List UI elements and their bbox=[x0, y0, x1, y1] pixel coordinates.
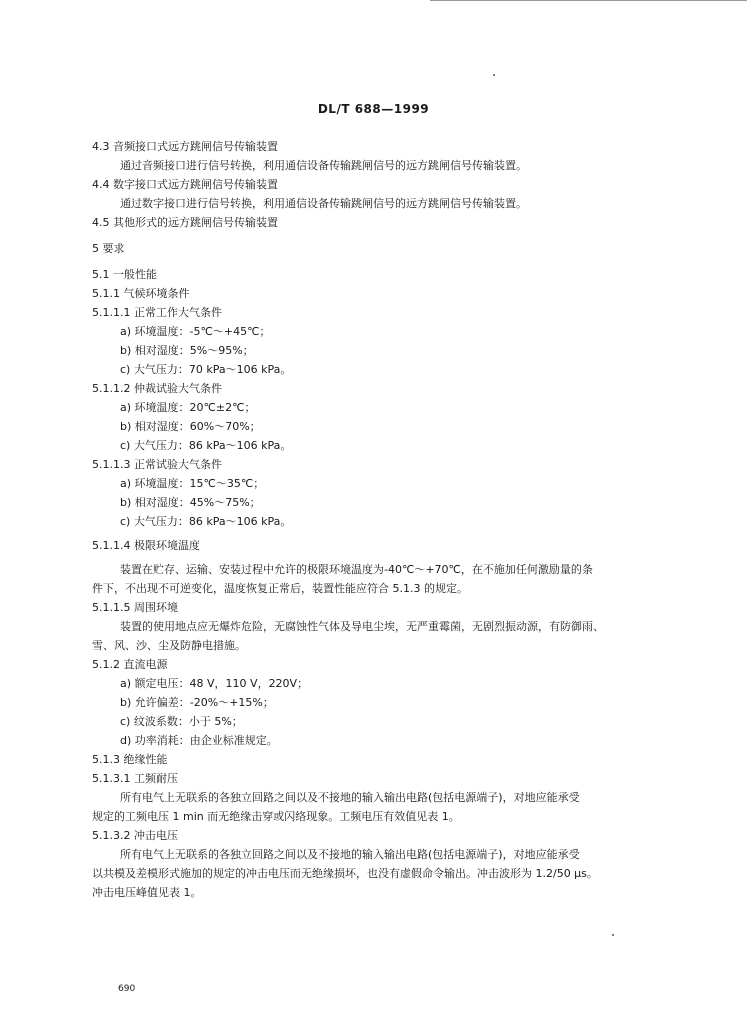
text-line: 5.1.1.4 极限环境温度 bbox=[92, 539, 200, 552]
text-line: 5.1.3 绝缘性能 bbox=[92, 753, 168, 766]
page-number: 690 bbox=[118, 984, 136, 994]
text-line: 5.1.1.2 仲裁试验大气条件 bbox=[92, 382, 222, 395]
text-line: 冲击电压峰值见表 1。 bbox=[92, 886, 202, 899]
text-line: 5.1.1.1 正常工作大气条件 bbox=[92, 306, 222, 319]
text-line: 通过数字接口进行信号转换，利用通信设备传输跳闸信号的远方跳闸信号传输装置。 bbox=[120, 197, 527, 210]
text-line: d) 功率消耗：由企业标准规定。 bbox=[120, 734, 278, 747]
text-line: 所有电气上无联系的各独立回路之间以及不接地的输入输出电路(包括电源端子)，对地应能承受 bbox=[120, 848, 580, 861]
text-line: 4.3 音频接口式远方跳闸信号传输装置 bbox=[92, 140, 278, 153]
text-line: a) 环境温度：20℃±2℃； bbox=[120, 401, 256, 414]
text-line: 以共模及差模形式施加的规定的冲击电压而无绝缘损坏，也没有虚假命令输出。冲击波形为 1.2/50 μs。 bbox=[92, 867, 598, 880]
text-line: 5.1 一般性能 bbox=[92, 268, 157, 281]
text-line: 5.1.1.5 周围环境 bbox=[92, 601, 178, 614]
text-line: 5.1.3.1 工频耐压 bbox=[92, 772, 178, 785]
text-line: 5 要求 bbox=[92, 242, 125, 255]
text-line: 装置的使用地点应无爆炸危险，无腐蚀性气体及导电尘埃，无严重霉菌，无剧烈振动源，有防御雨、 bbox=[120, 620, 604, 633]
text-line: 5.1.1 气候环境条件 bbox=[92, 287, 190, 300]
text-line: c) 大气压力：86 kPa～106 kPa。 bbox=[120, 515, 292, 528]
text-line: 件下，不出现不可逆变化，温度恢复正常后，装置性能应符合 5.1.3 的规定。 bbox=[92, 582, 468, 595]
text-line: b) 相对湿度：5%～95%； bbox=[120, 344, 254, 357]
text-line: b) 相对湿度：60%～70%； bbox=[120, 420, 261, 433]
text-line: 规定的工频电压 1 min 而无绝缘击穿或闪络现象。工频电压有效值见表 1。 bbox=[92, 810, 460, 823]
page-header: DL/T 688—1999 bbox=[317, 102, 430, 116]
text-line: 所有电气上无联系的各独立回路之间以及不接地的输入输出电路(包括电源端子)，对地应能承受 bbox=[120, 791, 580, 804]
scan-edge-line bbox=[430, 0, 747, 1]
scan-speck bbox=[612, 934, 614, 936]
text-line: 5.1.3.2 冲击电压 bbox=[92, 829, 178, 842]
text-line: 5.1.1.3 正常试验大气条件 bbox=[92, 458, 222, 471]
scan-speck bbox=[493, 74, 495, 76]
text-line: a) 环境温度：15℃～35℃； bbox=[120, 477, 265, 490]
text-line: b) 相对湿度：45%～75%； bbox=[120, 496, 261, 509]
text-line: c) 纹波系数：小于 5%； bbox=[120, 715, 243, 728]
text-line: c) 大气压力：86 kPa～106 kPa。 bbox=[120, 439, 292, 452]
text-line: 通过音频接口进行信号转换，利用通信设备传输跳闸信号的远方跳闸信号传输装置。 bbox=[120, 159, 527, 172]
text-line: a) 额定电压：48 V，110 V，220V； bbox=[120, 677, 309, 690]
text-line: 装置在贮存、运输、安装过程中允许的极限环境温度为-40℃～+70℃，在不施加任何激励量的条 bbox=[120, 563, 593, 576]
text-line: a) 环境温度：-5℃～+45℃； bbox=[120, 325, 271, 338]
text-line: 4.5 其他形式的远方跳闸信号传输装置 bbox=[92, 216, 278, 229]
text-line: 雪、风、沙、尘及防静电措施。 bbox=[92, 639, 246, 652]
text-line: 5.1.2 直流电源 bbox=[92, 658, 168, 671]
text-line: 4.4 数字接口式远方跳闸信号传输装置 bbox=[92, 178, 278, 191]
text-line: b) 允许偏差：-20%～+15%； bbox=[120, 696, 274, 709]
text-line: c) 大气压力：70 kPa～106 kPa。 bbox=[120, 363, 292, 376]
